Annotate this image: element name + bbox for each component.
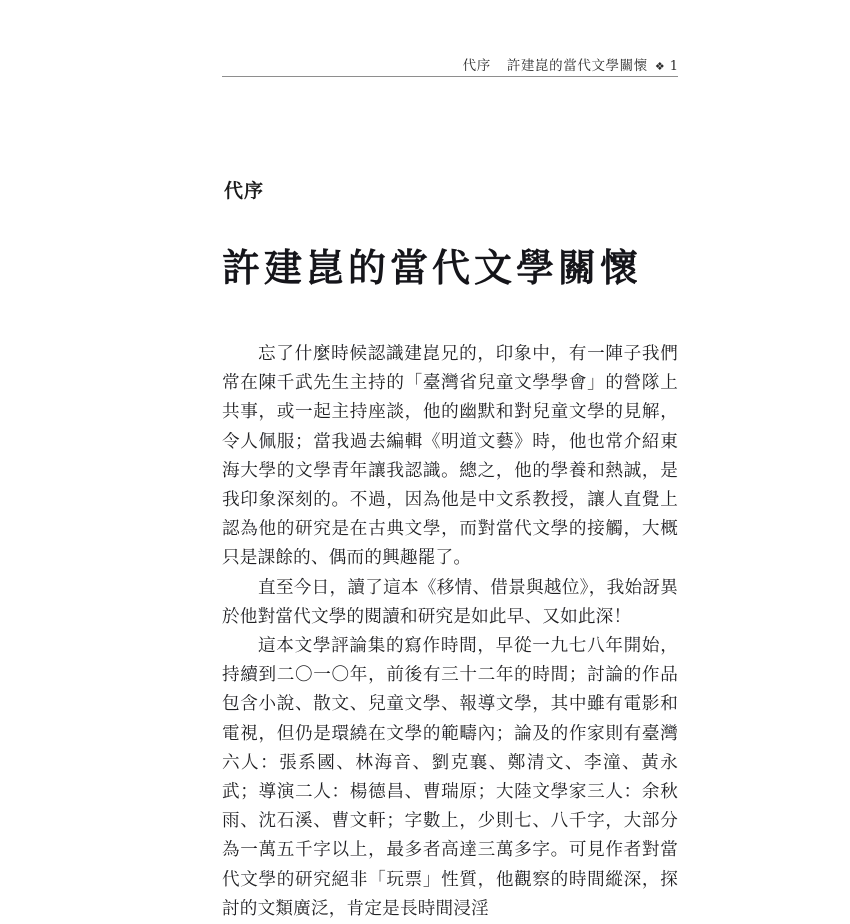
running-head-section: 代序 <box>462 58 491 74</box>
body-text <box>222 340 678 924</box>
running-head <box>222 48 678 74</box>
body-paragraph: 忘了什麼時候認識建崑兄的，印象中，有一陣子我們常在陳千武先生主持的「臺灣省兒童文學學會」的營隊上共事，或一起主持座談，他的幽默和對兒童文學的見解，令人佩服；當我過去編輯《明道文藝》時，他也常介紹東海大學的文學青年讓我認識。總之，他的學養和熱誠，是我印象深刻的。不過，因為他是中文系教授，讓人直覺上認為他的研究是在古典文學，而對當代文學的接觸，大概只是課餘的、偶而的興趣罷了。 <box>222 344 678 569</box>
body-paragraph: 直至今日，讀了這本《移情、借景與越位》，我始訝異於他對當代文學的閱讀和研究是如此早、又如此深！ <box>222 577 678 627</box>
diamond-ornament-icon: ❖ <box>654 60 665 73</box>
body-paragraph: 這本文學評論集的寫作時間，早從一九七八年開始，持續到二〇一〇年，前後有三十二年的時間；討論的作品包含小說、散文、兒童文學、報導文學，其中雖有電影和電視，但仍是環繞在文學的範疇內；論及的作家則有臺灣六人：張系國、林海音、劉克襄、鄭清文、李潼、黃永武；導演二人：楊德昌、曹瑞原；大陸文學家三人：余秋雨、沈石溪、曹文軒；字數上，少則七、八千字，大部分為一萬五千字以上，最多者高達三萬多字。可見作者對當代文學的研究絕非「玩票」性質，他觀察的時間縱深，探討的文類廣泛，肯定是長時間浸淫 <box>222 636 678 919</box>
section-kicker: 代序 <box>224 180 265 202</box>
page-title: 許建崑的當代文學關懷 <box>222 245 643 291</box>
page-number: 1 <box>669 59 678 74</box>
running-head-book-title: 許建崑的當代文學關懷 <box>506 58 648 74</box>
header-divider <box>222 76 678 77</box>
